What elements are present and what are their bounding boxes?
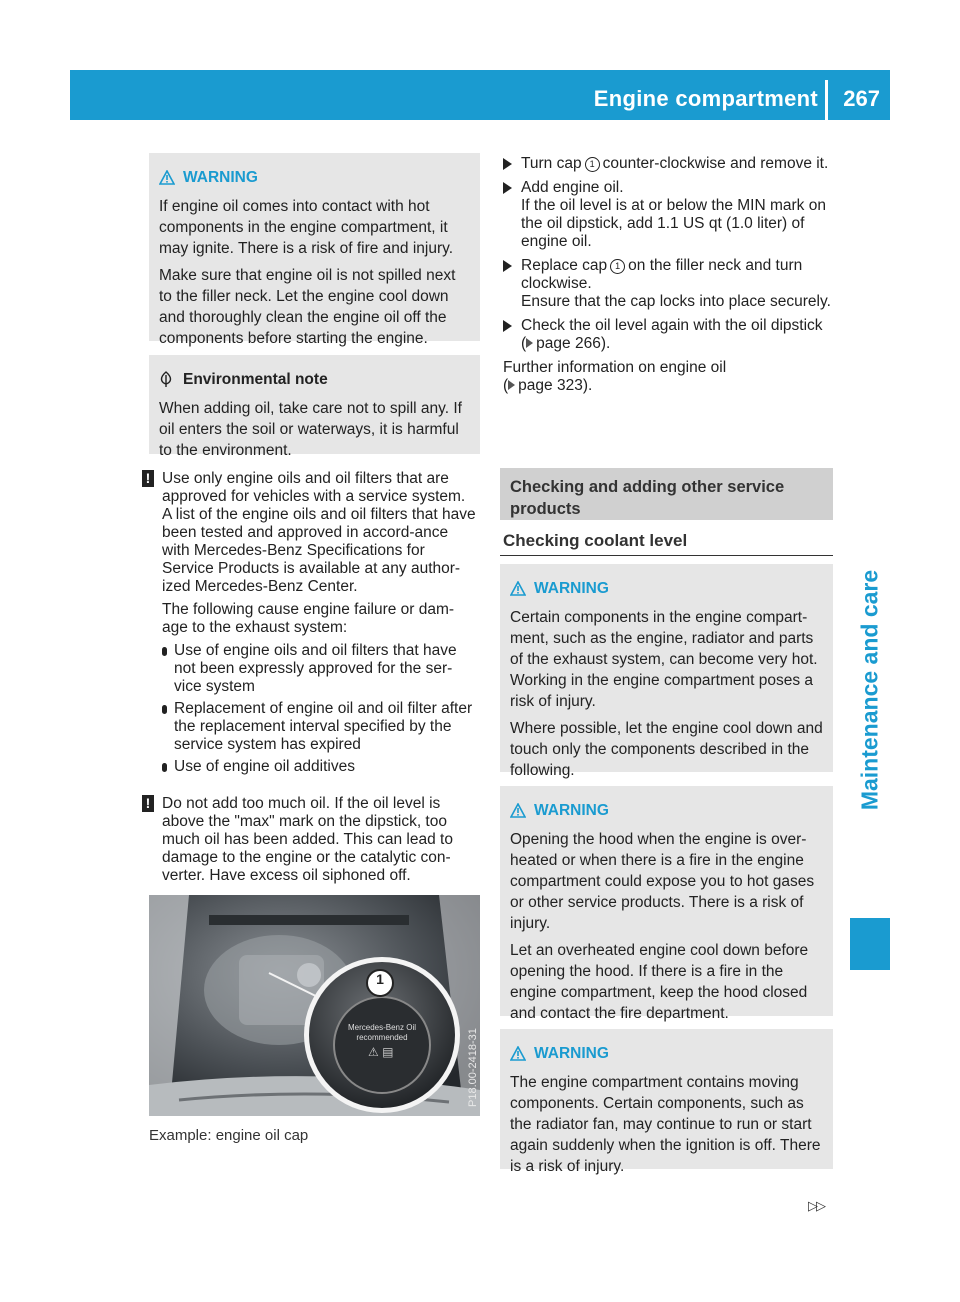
note-text: Use only engine oils and oil filters that are approved for vehicles with a service system. A list of the engine oils and oil filters that have been tested and approved in accord-ance with Mercedes-Benz Specifications for Service Products is available at any author-ized Mercedes-Benz Center.	[162, 470, 476, 595]
side-tab-marker	[850, 918, 890, 970]
header-bar	[70, 70, 890, 120]
step-item: Check the oil level again with the oil dipstick ( page 266).	[503, 317, 838, 353]
warning-text: Let an overheated engine cool down before opening the hood. If there is a fire in the engine compartment, keep the hood closed and contact the fire department.	[510, 942, 809, 1022]
bullet-item: Use of engine oils and oil filters that have not been expressly approved for the ser-vice system	[162, 642, 478, 696]
warning-box-overheated	[500, 786, 833, 1022]
callout-number: 1	[610, 259, 625, 274]
side-tab	[850, 480, 890, 900]
page-number: 267	[843, 86, 880, 111]
step-item: Turn cap 1 counter-clockwise and remove it.	[503, 155, 838, 173]
warning-triangle-icon	[510, 581, 526, 596]
continued-next-page-icon: ▷▷	[808, 1198, 824, 1213]
warning-heading: WARNING	[159, 167, 470, 188]
side-tab-label: Maintenance and care	[856, 569, 883, 811]
warning-text: Make sure that engine oil is not spilled next to the filler neck. Let the engine cool down and thoroughly clean the engine oil off the components before starting the engine.	[159, 267, 456, 347]
environmental-note-box	[149, 355, 480, 459]
step-arrow-icon	[503, 260, 512, 272]
page-title: Engine compartment	[593, 86, 818, 111]
heading-rule	[500, 555, 833, 556]
warning-heading: WARNING	[510, 1043, 823, 1064]
page-ref-icon	[526, 338, 533, 348]
note-text: Do not add too much oil. If the oil level is above the "max" mark on the dipstick, too much oil has been added. This can lead to damage to the engine or the catalytic con-verter. Have excess oil siphoned off.	[162, 795, 453, 884]
warning-text: Where possible, let the engine cool down and touch only the components described in the following.	[510, 720, 823, 779]
bullet-item: Replacement of engine oil and oil filter after the replacement interval specified by the service system has expired	[162, 700, 478, 754]
warning-text: Opening the hood when the engine is over-heated or when there is a fire in the engine compartment could expose you to hot gases or other service products. There is a risk of injury.	[510, 831, 815, 932]
callout-number: 1	[376, 971, 384, 987]
further-info: Further information on engine oil ( page 323).	[503, 359, 727, 394]
engine-oil-cap-photo	[149, 895, 480, 1116]
warning-box-hot-components	[500, 564, 833, 779]
warning-text: The engine compartment contains moving components. Certain components, such as the radiator fan, may continue to run or start again suddenly when the ignition is off. There is a risk of injury.	[510, 1074, 821, 1175]
page-ref-icon	[508, 380, 515, 390]
warning-box-oil-fire	[149, 153, 480, 347]
image-caption: Example: engine oil cap	[149, 1127, 309, 1144]
note-do-not-overfill	[145, 795, 478, 890]
page-reference[interactable]: page 323).	[518, 377, 593, 394]
leaf-icon	[159, 371, 173, 388]
subsection-heading: Checking coolant level	[503, 531, 688, 550]
step-item: Replace cap 1 on the filler neck and turn clockwise. Ensure that the cap locks into place securely.	[503, 257, 838, 311]
step-item: Add engine oil. If the oil level is at or below the MIN mark on the oil dipstick, add 1.1 US qt (1.0 liter) of engine oil.	[503, 179, 838, 251]
warning-triangle-icon	[159, 170, 175, 185]
page-reference[interactable]: page 266).	[536, 335, 611, 352]
header-divider	[825, 80, 828, 120]
callout-number: 1	[585, 157, 600, 172]
section-heading: Checking and adding other service products	[500, 468, 833, 520]
note-approved-oils	[145, 470, 478, 780]
warning-triangle-icon	[510, 803, 526, 818]
step-arrow-icon	[503, 320, 512, 332]
caution-mark: !	[142, 470, 154, 487]
oil-cap-label: Mercedes-Benz Oil recommended	[347, 1023, 417, 1042]
note-text: The following cause engine failure or dam-age to the exhaust system:	[162, 601, 455, 636]
warning-symbol-icon: ⚠ ▤	[368, 1045, 394, 1059]
image-id: P18.00-2418-31	[467, 1028, 479, 1107]
oil-adding-steps	[503, 155, 838, 395]
warning-triangle-icon	[510, 1046, 526, 1061]
environmental-note-heading: Environmental note	[159, 369, 470, 390]
step-arrow-icon	[503, 158, 512, 170]
step-arrow-icon	[503, 182, 512, 194]
caution-mark: !	[142, 795, 154, 812]
environmental-note-text: When adding oil, take care not to spill any. If oil enters the soil or waterways, it is harmful to the environment.	[159, 400, 462, 459]
bullet-item: Use of engine oil additives	[162, 758, 478, 776]
warning-box-moving-parts	[500, 1029, 833, 1175]
warning-heading: WARNING	[510, 578, 823, 599]
warning-text: Certain components in the engine compart-ment, such as the engine, radiator and parts of the exhaust system, can become very hot. Working in the engine compartment poses a risk of injury.	[510, 609, 818, 710]
warning-text: If engine oil comes into contact with hot components in the engine compartment, it may ignite. There is a risk of fire and injury.	[159, 198, 454, 257]
warning-heading: WARNING	[510, 800, 823, 821]
